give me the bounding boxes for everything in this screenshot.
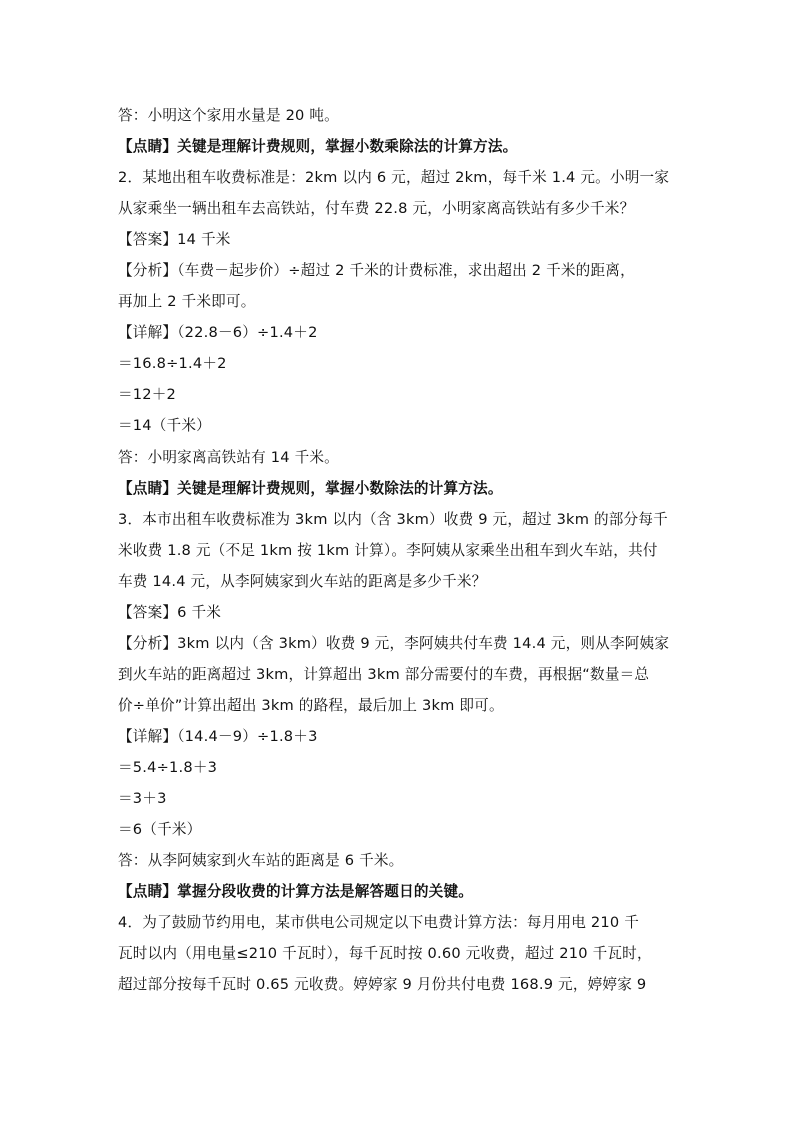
text-line: 答：小明家离高铁站有 14 千米。 <box>118 448 339 466</box>
text-line: ＝14（千米） <box>118 417 211 435</box>
text-line: 米收费 1.8 元（不足 1km 按 1km 计算）。李阿姨从家乘坐出租车到火车站，共付 <box>118 541 658 559</box>
text-line: 4．为了鼓励节约用电，某市供电公司规定以下电费计算方法：每月用电 210 千 <box>118 914 640 932</box>
text-line: 【点睛】关键是理解计费规则，掌握小数乘除法的计算方法。 <box>118 138 518 156</box>
text-line: ＝6（千米） <box>118 821 202 839</box>
text-line: 答：小明这个家用水量是 20 吨。 <box>118 107 339 124</box>
text-line: 车费 14.4 元，从李阿姨家到火车站的距离是多少千米？ <box>118 572 487 590</box>
text-line: 到火车站的距离超过 3km，计算超出 3km 部分需要付的车费，再根据“数量＝总 <box>118 665 650 683</box>
text-line: 【答案】6 千米 <box>118 603 222 621</box>
text-line: 【分析】（车费－起步价）÷超过 2 千米的计费标准，求出超出 2 千米的距离， <box>118 262 635 280</box>
text-line: ＝12＋2 <box>118 386 177 404</box>
text-line: 【点睛】关键是理解计费规则，掌握小数除法的计算方法。 <box>118 479 503 497</box>
text-line: 超过部分按每千瓦时 0.65 元收费。婷婷家 9 月份共付电费 168.9 元，婷婷家 9 <box>118 976 647 994</box>
text-line: 【分析】3km 以内（含 3km）收费 9 元，李阿姨共付车费 14.4 元，则从李阿姨家 <box>118 634 670 652</box>
text-line: 【详解】（14.4－9）÷1.8＋3 <box>118 727 318 745</box>
document-body <box>118 100 686 1000</box>
text-line: 【点睛】掌握分段收费的计算方法是解答题日的关键。 <box>118 883 474 901</box>
text-line: ＝3＋3 <box>118 790 167 808</box>
text-line: ＝16.8÷1.4＋2 <box>118 355 227 373</box>
text-line: 从家乘坐一辆出租车去高铁站，付车费 22.8 元，小明家离高铁站有多少千米？ <box>118 200 635 218</box>
text-line: 3．本市出租车收费标准为 3km 以内（含 3km）收费 9 元，超过 3km 的部分每千 <box>118 510 668 528</box>
text-line: 价÷单价”计算出超出 3km 的路程，最后加上 3km 即可。 <box>118 696 504 714</box>
text-line: 2．某地出租车收费标准是：2km 以内 6 元，超过 2km，每千米 1.4 元。小明一家 <box>118 169 670 187</box>
text-line: ＝5.4÷1.8＋3 <box>118 758 218 776</box>
text-line: 瓦时以内（用电量≤210 千瓦时），每千瓦时按 0.60 元收费，超过 210 千瓦时， <box>118 945 652 963</box>
text-line: 【详解】（22.8－6）÷1.4＋2 <box>118 324 318 342</box>
text-line: 再加上 2 千米即可。 <box>118 293 256 311</box>
text-line: 【答案】14 千米 <box>118 231 231 249</box>
text-line: 答：从李阿姨家到火车站的距离是 6 千米。 <box>118 852 404 870</box>
